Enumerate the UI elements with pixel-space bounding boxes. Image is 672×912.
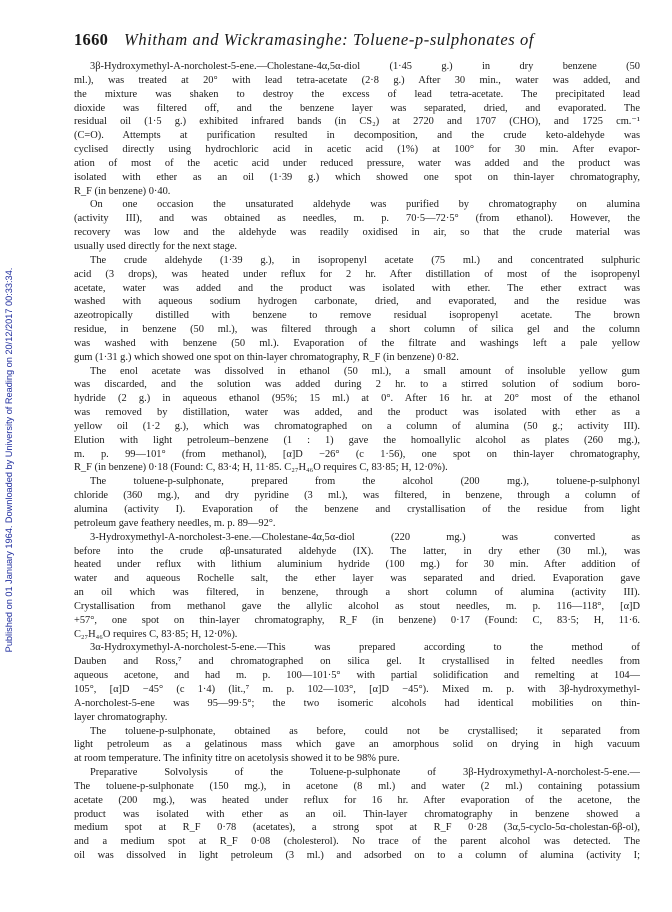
text-line: and a medium spot at R_F 0·08 (cholesterol). No trace of the parent alcohol was detected. The bbox=[74, 836, 640, 848]
text-line: acid (3 drops), was heated under reflux for 2 hr. After distillation of most of the isopropenyl bbox=[74, 268, 640, 280]
text-line: ml.), was treated at 20° with lead tetra-acetate (2·8 g.) After 30 min., water was added, and bbox=[74, 74, 640, 86]
text-line: acetate (200 mg.), was heated under reflux for 16 hr. After evaporation of the acetone, the bbox=[74, 794, 640, 806]
text-line: medium spot at R_F 0·78 (acetates), a strong spot at R_F 0·28 (3α,5-cyclo-5α-cholestan-6β-ol), bbox=[74, 822, 640, 834]
text-line: product was isolated with ether as an oil. Thin-layer chromatography in benzene showed a bbox=[74, 808, 640, 820]
text-line: ation of most of the acetic acid under reduced pressure, water was added and the product was bbox=[74, 157, 640, 169]
text-line: The toluene-p-sulphonate, obtained as before, could not be crystallised; it separated from bbox=[90, 725, 640, 737]
text-line: azeotropically distilled with benzene to remove residual isopropenyl acetate. The brown bbox=[74, 310, 640, 322]
text-line: was washed with benzene (50 ml.). Evaporation of the filtrate and washings left a pale yellow bbox=[74, 337, 640, 349]
text-line: R_F (in benzene) 0·40. bbox=[74, 185, 171, 197]
download-provenance-note bbox=[2, 170, 16, 750]
text-line: layer chromatography. bbox=[74, 711, 168, 723]
text-line: 3α-Hydroxymethyl-A-norcholest-5-ene.—This was prepared according to the method of bbox=[90, 642, 640, 654]
text-line: water and aqueous Rochelle salt, the ether layer was separated and dried. Evaporation gave bbox=[74, 573, 640, 585]
text-line: The toluene-p-sulphonate, prepared from the alcohol (200 mg.), toluene-p-sulphonyl bbox=[90, 476, 640, 488]
text-line: 3β-Hydroxymethyl-A-norcholest-5-ene.—Cholestane-4α,5α-diol (1·45 g.) in dry benzene (50 bbox=[90, 61, 640, 72]
text-line: washed with aqueous sodium hydrogen carbonate, dried, and evaporated, and the residue was bbox=[74, 296, 640, 308]
text-line: The toluene-p-sulphonate (150 mg.), in acetone (8 ml.) and water (2 ml.) containing potassium bbox=[74, 780, 640, 792]
text-line: was removed by distillation, water was added, and the product was isolated with ether as a bbox=[74, 407, 640, 419]
text-line: (activity III), and was obtained as needles, m. p. 70·5—72·5° (from ethanol). However, the bbox=[74, 213, 640, 225]
text-line: R_F (in benzene) 0·18 (Found: C, 83·4; H, 11·85. C₂₇H₄₆O requires C, 83·85; H, 12·0%). bbox=[74, 462, 448, 474]
running-title: Whitham and Wickramasinghe: Toluene-p-sulphonates of bbox=[124, 30, 535, 49]
download-provenance-text: Published on 01 January 1964. Downloaded by University of Reading on 20/12/2017 00:33:34. bbox=[4, 267, 14, 653]
text-line: usually used directly for the next stage. bbox=[74, 240, 238, 252]
text-line: m. p. 99—101° (from methanol), [α]D −26° (c 1·56), one spot on thin-layer chromatography, bbox=[74, 448, 640, 460]
text-line: residue, in benzene (50 ml.), was filtered through a short column of silica gel and the column bbox=[74, 324, 640, 336]
text-line: at room temperature. The infinity titre on acetolysis showed it to be 98% pure. bbox=[74, 753, 400, 765]
text-line: gum (1·31 g.) which showed one spot on thin-layer chromatography, R_F (in benzene) 0·82. bbox=[74, 351, 459, 363]
text-line: an oil which was filtered, in benzene, through a short column of alumina (activity III). bbox=[74, 587, 640, 599]
text-line: C₂₇H₄₆O requires C, 83·85; H, 12·0%). bbox=[74, 628, 238, 640]
text-line: On one occasion the unsaturated aldehyde was purified by chromatography on alumina bbox=[90, 199, 640, 211]
text-line: isolated with ether as an oil (1·39 g.) which showed one spot on thin-layer chromatography, bbox=[74, 171, 640, 183]
text-line: recovery was low and the aldehyde was readily oxidised in air, so that the crude material was bbox=[74, 227, 640, 239]
text-line: residual oil (1·5 g.) exhibited infrared bands (in CS₂) at 2720 and 1707 (CHO), and 1725 cm.⁻¹ bbox=[74, 116, 640, 128]
page-number: 1660 bbox=[74, 30, 109, 49]
text-line: The crude aldehyde (1·39 g.), in isopropenyl acetate (75 ml.) and concentrated sulphuric bbox=[90, 254, 640, 266]
article-body bbox=[74, 60, 640, 900]
text-line: Crystallisation from methanol gave the allylic alcohol as stout needles, m. p. 116—118°, [α]D bbox=[74, 600, 640, 612]
text-line: heated under reflux with lithium aluminium hydride (100 mg.) for 30 min. After addition of bbox=[74, 559, 640, 571]
text-line: light petroleum as a gelatinous mass which gave an amorphous solid on drying in high vacuum bbox=[74, 739, 640, 751]
text-line: Preparative Solvolysis of the Toluene-p-sulphonate of 3β-Hydroxymethyl-A-norcholest-5-ene.— bbox=[90, 767, 640, 779]
text-line: dioxide was filtered off, and the benzene layer was separated, dried, and evaporated. The bbox=[74, 102, 640, 114]
text-line: Dauben and Ross,⁷ and chromatographed on silica gel. It crystallised in felted needles from bbox=[74, 656, 640, 668]
text-line: oil was dissolved in light petroleum (3 ml.) and adsorbed on to a column of alumina (activity I; bbox=[74, 850, 640, 862]
text-line: 3-Hydroxymethyl-A-norcholest-3-ene.—Cholestane-4α,5α-diol (220 mg.) was converted as bbox=[90, 531, 640, 543]
text-line: 105°, [α]D −45° (c 1·4) (lit.,⁷ m. p. 102—103°, [α]D −45°). Mixed m. p. with 3β-hydroxymethyl- bbox=[74, 683, 640, 695]
text-line: chloride (360 mg.), and dry pyridine (3 ml.), was filtered, in benzene, through a column of bbox=[74, 490, 640, 502]
text-line: (C=O). Attempts at purification resulted in decomposition, and the crude keto-aldehyde was bbox=[74, 130, 640, 142]
text-line: hydride (2 g.) in aqueous ethanol (95%; 15 ml.) at 0°. After 16 hr. at 20° most of the ethanol bbox=[74, 393, 640, 405]
text-line: +57°, one spot on thin-layer chromatography, R_F (in benzene) 0·17 (Found: C, 83·5; H, 11·6. bbox=[74, 614, 640, 626]
text-line: was discarded, and the solution was added during 2 hr. to a stirred solution of sodium boro- bbox=[74, 379, 640, 391]
text-line: alumina (activity I). Evaporation of the benzene and crystallisation of the residue from light bbox=[74, 504, 640, 515]
text-line: acetate, water was added and the product was isolated with ether. The ether extract was bbox=[74, 282, 640, 294]
text-line: yellow oil (1·2 g.), which was chromatographed on a column of alumina (50 g.; activity III). bbox=[74, 420, 640, 432]
text-line: A-norcholest-5-ene was 95—99·5°; the two isomeric alcohols had identical mobilities on thin- bbox=[74, 697, 640, 709]
text-line: The enol acetate was dissolved in ethanol (50 ml.), a small amount of insoluble yellow gum bbox=[90, 365, 640, 377]
text-line: petroleum gave feathery needles, m. p. 89—92°. bbox=[74, 517, 276, 529]
text-line: aqueous acetone, and had m. p. 100—101·5° with partial solidification and remelting at 104— bbox=[74, 670, 640, 682]
text-line: before into the crude αβ-unsaturated aldehyde (IX). The latter, in dry ether (30 ml.), was bbox=[74, 545, 640, 557]
page-header bbox=[74, 30, 640, 52]
text-line: Elution with light petroleum–benzene (1 : 1) gave the homoallylic alcohol as plates (260 mg.), bbox=[74, 434, 640, 446]
text-line: cyclised directly using hydrochloric acid in acetic acid (1%) at 100° for 30 min. After evapor- bbox=[74, 144, 640, 156]
text-line: the mixture was shaken to destroy the excess of lead tetra-acetate. The precipitated lead bbox=[74, 88, 640, 100]
